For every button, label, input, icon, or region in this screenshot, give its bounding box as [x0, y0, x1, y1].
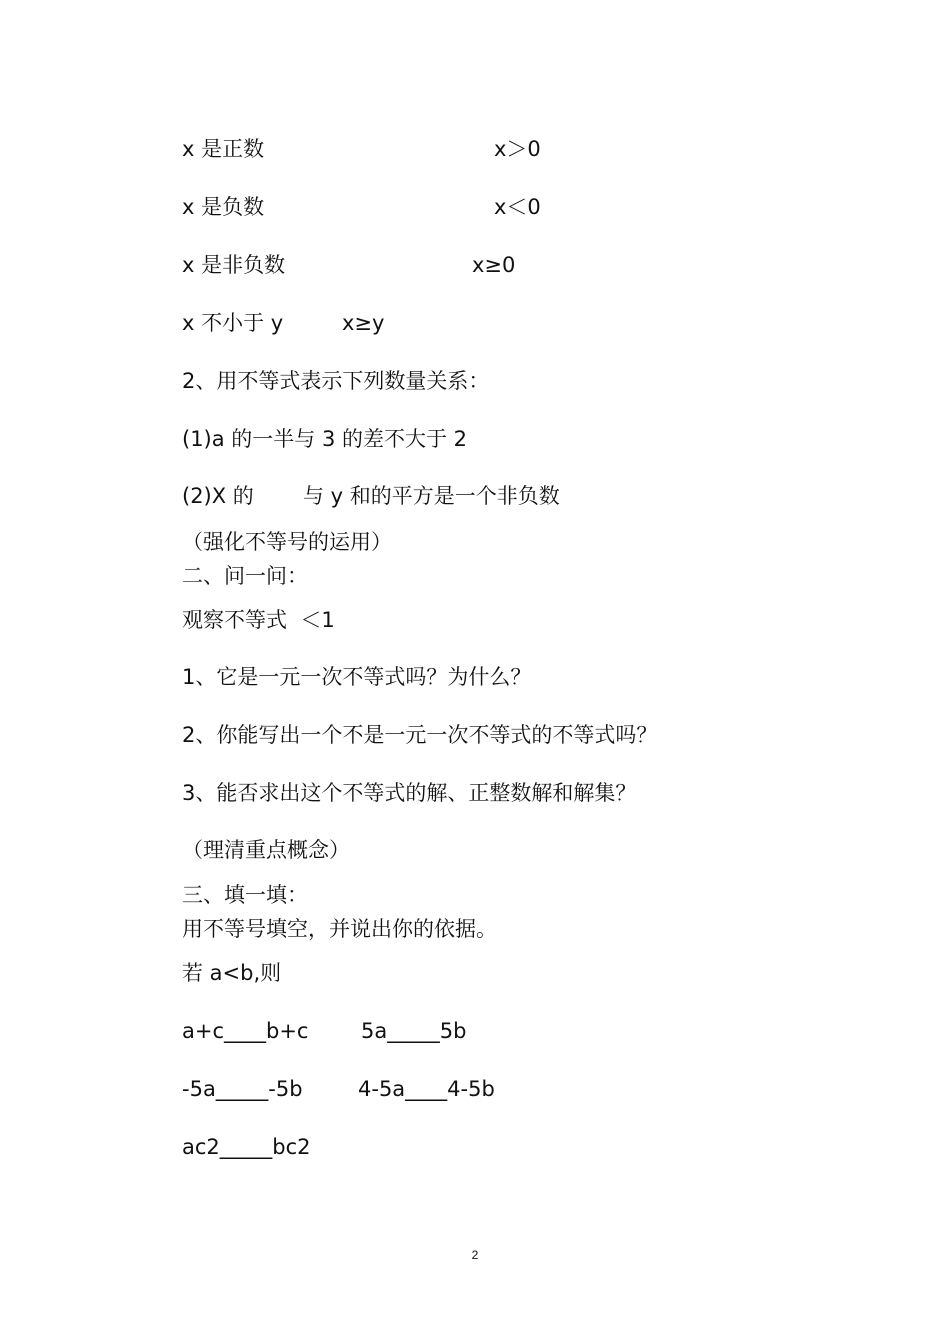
formula-x-gt-0: x＞0: [494, 137, 541, 161]
note-inequality-usage: （强化不等号的运用）: [182, 530, 392, 554]
item-2-prefix: (2)X 的: [182, 484, 254, 508]
blank-4-minus-5a: 4-5a____4-5b: [358, 1077, 495, 1101]
blank-neg-5a: -5a_____-5b: [182, 1077, 303, 1101]
question-2: 2、你能写出一个不是一元一次不等式的不等式吗？: [182, 723, 658, 747]
formula-x-lt-0: x＜0: [494, 195, 541, 219]
section-fill-heading: 三、填一填：: [182, 883, 308, 907]
blank-ac2: ac2_____bc2: [182, 1135, 311, 1159]
formula-x-ge-y: x≥y: [342, 311, 385, 335]
item-2-rest: 与 y 和的平方是一个非负数: [303, 484, 560, 508]
question-1: 1、它是一元一次不等式吗？为什么？: [182, 665, 532, 689]
section-2-heading: 2、用不等式表示下列数量关系：: [182, 369, 490, 393]
section-ask-heading: 二、问一问：: [182, 564, 308, 588]
formula-x-ge-0: x≥0: [472, 253, 516, 277]
fill-instruction: 用不等号填空，并说出你的依据。: [182, 917, 497, 941]
condition-a-lt-b: 若 a<b,则: [182, 961, 282, 985]
text-x-positive: x 是正数: [182, 137, 265, 161]
page-number: 2: [471, 1248, 479, 1262]
blank-5a: 5a_____5b: [361, 1019, 467, 1043]
note-key-concepts: （理清重点概念）: [182, 838, 350, 862]
text-x-nonnegative: x 是非负数: [182, 253, 286, 277]
question-3: 3、能否求出这个不等式的解、正整数解和解集？: [182, 781, 637, 805]
text-x-negative: x 是负数: [182, 195, 265, 219]
observe-inequality: 观察不等式 ＜1: [182, 608, 335, 632]
item-1: (1)a 的一半与 3 的差不大于 2: [182, 427, 468, 451]
text-x-not-less-y: x 不小于 y: [182, 311, 284, 335]
blank-a-plus-c: a+c____b+c: [182, 1019, 309, 1043]
